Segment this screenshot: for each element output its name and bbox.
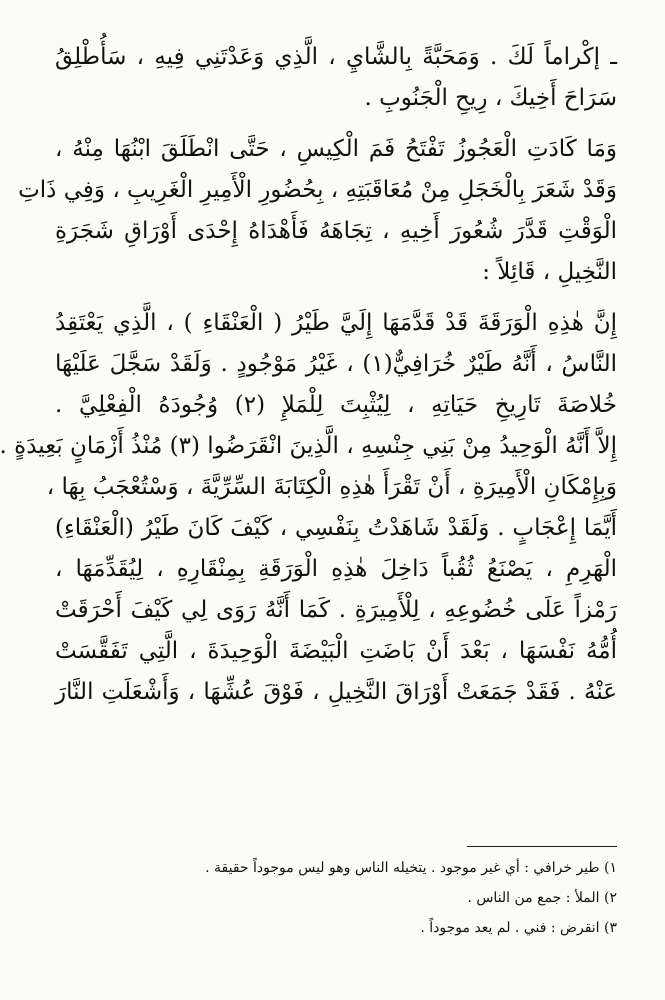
text-line: إِنَّ هٰذِهِ الْوَرَقَةَ قَدْ قَدَّمَهَا إِلَيَّ طَيْرُ ( الْعَنْقَاءِ ) ، الَّذِي يَعْتَقِدُ	[55, 310, 617, 336]
paragraph	[18, 132, 617, 296]
text-line: عَنْهُ . فَقَدْ جَمَعَتْ أَوْرَاقَ النَّخِيلِ ، فَوْقَ عُشِّهَا ، وَأَشْعَلَتِ النَّارَ	[55, 679, 617, 705]
text-line: الْوَقْتِ قَدَّرَ شُعُورَ أَخِيهِ ، تِجَاهَهُ فَأَهْدَاهُ إِحْدَى أَوْرَاقِ شَجَرَةِ	[55, 218, 617, 244]
paragraph	[55, 40, 617, 122]
text-line: أُمُّهُ نَفْسَهَا ، بَعْدَ أَنْ بَاضَتِ الْبَيْضَةَ الْوَحِيدَةَ ، الَّتِي تَفَقَّسَتْ	[55, 638, 617, 664]
text-line: أَيَّمَا إِعْجَابٍ . وَلَقَدْ شَاهَدْتُ بِنَفْسِي ، كَيْفَ كَانَ طَيْرُ (الْعَنْقَاءِ)	[55, 515, 617, 541]
text-line: وَقَدْ شَعَرَ بِالْخَجَلِ مِنْ مُعَاقَبَتِهِ ، بِحُضُورِ الْأَمِيرِ الْغَرِيبِ ، وَفِي ذَاتِ	[18, 177, 617, 203]
footnote: ٣) انقرض : فني . لم يعد موجوداً .	[420, 920, 617, 936]
text-line: الْهَرِمِ ، يَصْنَعُ ثُقُباً دَاخِلَ هٰذِهِ الْوَرَقَةِ بِمِنْقَارِهِ ، لِيُقَدِّمَهَا ،	[55, 556, 617, 582]
text-line: سَرَاحَ أَخِيكَ ، رِيحِ الْجَنُوبِ .	[364, 85, 617, 111]
text-line: النَّخِيلِ ، قَائِلاً :	[482, 259, 617, 285]
text-line: خُلاصَةَ تَارِيخِ حَيَاتِهِ ، لِيُثْبِتَ لِلْمَلإِ (٢) وُجُودَهُ الْفِعْلِيَّ .	[55, 392, 617, 418]
text-line: ـ إكْراماً لَكَ . وَمَحَبَّةً بِالشَّايِ ، الَّذِي وَعَدْتَنِي فِيهِ ، سَأُطْلِقُ	[55, 44, 617, 70]
text-line: إِلاَّ أَنَّهُ الْوَحِيدُ مِنْ بَنِي جِنْسِهِ ، الَّذِينَ انْقَرَضُوا (٣) مُنْذُ أَزْمَانٍ بَعِيدَةٍ .	[0, 433, 617, 459]
text-line: رَمْزاً عَلَى خُضُوعِهِ ، لِلْأَمِيرَةِ . كَمَا أَنَّهُ رَوَى لِي كَيْفَ أَحْرَقَتْ	[55, 597, 617, 623]
footnotes	[55, 858, 617, 948]
text-line: وَمَا كَادَتِ الْعَجُوزُ تَفْتَحُ فَمَ الْكِيسِ ، حَتَّى انْطَلَقَ ابْنُهَا مِنْهُ ،	[55, 136, 617, 162]
footnote-divider	[467, 846, 617, 847]
paragraph	[0, 306, 617, 716]
body-text	[0, 40, 617, 716]
text-line: وَبِإِمْكَانِ الْأَمِيرَةِ ، أَنْ تَقْرَأَ هٰذِهِ الْكِتَابَةَ السِّرِّيَّةَ ، وَسْتُعْجَبُ بِهَا ،	[46, 474, 617, 500]
footnote: ٢) الملأ : جمع من الناس .	[467, 890, 617, 906]
text-line: النَّاسُ ، أَنَّهُ طَيْرٌ خُرَافِيٌّ(١) ، غَيْرُ مَوْجُودٍ . وَلَقَدْ سَجَّلَ عَلَيْهَا	[55, 351, 617, 377]
footnote: ١) طير خرافي : أي غير موجود . يتخيله الناس وهو ليس موجوداً حقيقة .	[205, 860, 617, 876]
